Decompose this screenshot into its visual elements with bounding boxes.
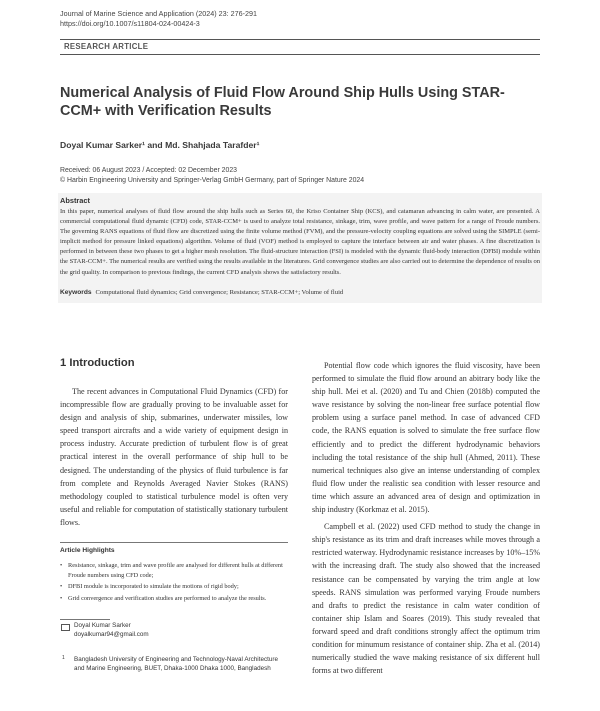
journal-header bbox=[60, 9, 257, 28]
abstract-heading: Abstract bbox=[60, 196, 90, 205]
copyright: © Harbin Engineering University and Springer-Verlag GmbH Germany, part of Springer Nature 2024 bbox=[60, 176, 365, 184]
author-email[interactable]: doyalkumar94@gmail.com bbox=[74, 631, 149, 639]
keywords-text: Computational fluid dynamics; Grid convergence; Resistance; STAR-CCM+; Volume of fluid bbox=[95, 289, 344, 296]
highlights-divider bbox=[60, 542, 288, 543]
affiliation-number: 1 bbox=[62, 655, 65, 661]
list-item: • Resistance, sinkage, trim and wave profile are analysed for different hulls at different Froude numbers using CFD code; bbox=[60, 561, 288, 580]
dates-block bbox=[60, 166, 364, 185]
email-icon bbox=[61, 624, 70, 631]
right-paragraph-1: Potential flow code which ignores the fluid viscosity, have been performed to simulate the fluid flow around an abitrary body like the ship hull. Mei et al. (2020) and Tu and Chien (2018b) computed the wave resistance by solving the non-linear free surface potential flow problem using a surface panel method. In case of advanced CFD code, the RANS equation is solved to simulate the free surface flow efficiently and to predict the different hydrodynamic behaviors including the total resistance of the ship hull (Ahmed, 2011). These numerical techniques also give an intense understanding of complex fluid flow under the realistic sea condition with lesser resource and time which assure an advanced area of design and optimization in ship industry (Korkmaz et al. 2015). bbox=[312, 361, 540, 515]
intro-paragraph: The recent advances in Computational Fluid Dynamics (CFD) for incompressible flow are gradually proving to be invaluable asset for design and analysis of ship, submarines, underwater missiles, low speed transport aircrafts and a wide variety of equipment design in process industry. Accurate prediction of turbulent flow is of great practical interest in the overall performance of ship hull to be designed. The understanding of the physics of fluid turbulence is far from complete and Reynolds Averaged Navier Stokes (RANS) methodology coupled to statistical turbulence model is often very useful and reliable for computation of statistically stationary turbulent flows. bbox=[60, 387, 288, 527]
affiliation: Bangladesh University of Engineering and Technology-Naval Architecture and Marine Engineering, BUET, Dhaka-1000 Dhaka 1000, Bangladesh bbox=[74, 656, 278, 673]
list-item: • DFBI module is incorporated to simulate the motions of rigid body; bbox=[60, 582, 288, 592]
doi-link[interactable]: https://doi.org/10.1007/s11804-024-00424-3 bbox=[60, 18, 200, 28]
keywords bbox=[60, 289, 540, 296]
list-item: • Grid convergence and verification studies are performed to analyze the results. bbox=[60, 594, 288, 604]
abstract-text: In this paper, numerical analyses of fluid flow around the ship hulls such as Series 60, the Kriso Container Ship (KCS), and catamaran advancing in calm water, are presented. A commercial computational fluid dynamic (CFD) code, STAR-CCM+ is used to analyze total resistance, sinkage, trim, wave profile, and wave pattern for a range of Froude numbers. The governing RANS equations of fluid flow are discretized using the finite volume method (FVM), and the pressure-velocity coupling equations are solved using the SIMPLE (semi-implicit method for pressure linked equations) algorithm. Volume of fluid (VOF) method is employed to capture the interface between air and water phases. A fine discretization is performed in between these two phases to get a higher mesh resolution. The fluid-structure interaction (FSI) is modeled with the dynamic fluid-body interaction (DFBI) module within the STAR-CCM+. The numerical results are verified using the results available in the literatures. Grid convergence studies are also carried out to determine the dependence of results on the grid quality. In comparison to previous findings, the current CFD analysis shows the satisfactory results. bbox=[60, 208, 540, 276]
authors: Doyal Kumar Sarker¹ and Md. Shahjada Tarafder¹ bbox=[60, 140, 260, 150]
author-name: Doyal Kumar Sarker bbox=[74, 622, 131, 629]
right-column bbox=[312, 359, 540, 677]
section-heading: 1 Introduction bbox=[60, 357, 135, 369]
left-column bbox=[60, 385, 288, 529]
keywords-label: Keywords bbox=[60, 289, 92, 296]
footnote-divider bbox=[60, 619, 110, 620]
highlights-heading: Article Highlights bbox=[60, 547, 115, 554]
article-type: RESEARCH ARTICLE bbox=[64, 42, 149, 51]
received-dates: Received: 06 August 2023 / Accepted: 02 December 2023 bbox=[60, 167, 237, 174]
right-paragraph-2: Campbell et al. (2022) used CFD method to study the change in ship's resistance as its trim and draft increases while moves through a restricted waterway. Hydrodynamic resistance increases by 10%–15% with the increasing draft. The study also showed that the increased resistance can be compensated by varying the trim angle at low speeds. RANS simulation was performed varying Froude numbers and drafts to predict the resistance in calm water condition of container ship Islam and Soares (2019). This study revealed that forward speed and draft conditions strongly affect the optimum trim condition for minumum resistance of container ship. Zha et al. (2014) numerically studied the wave making resistance of six different hull forms at two different bbox=[312, 522, 540, 676]
corresponding-author bbox=[74, 621, 149, 640]
highlights-list bbox=[60, 561, 288, 605]
journal-citation: Journal of Marine Science and Application (2024) 23: 276-291 bbox=[60, 9, 257, 18]
paper-title: Numerical Analysis of Fluid Flow Around Ship Hulls Using STAR-CCM+ with Verification Results bbox=[60, 85, 505, 119]
